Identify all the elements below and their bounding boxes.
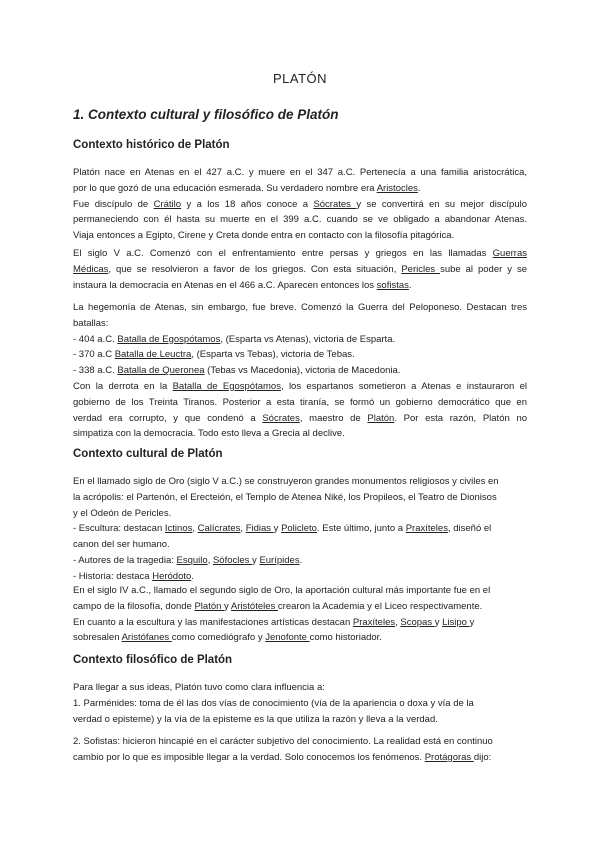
link-guerras-medicas[interactable]: Guerras bbox=[492, 248, 527, 259]
link-calicrates[interactable]: Calícrates bbox=[197, 523, 241, 535]
link-pericles[interactable]: Pericles bbox=[401, 263, 441, 275]
paragraph-filosofico-2: 2. Sofistas: hicieron hincapié en el carácter subjetivo del conocimiento. La realidad está en continuo cambio por lo que es imposible llegar a la verdad. Solo conocemos los fenómenos. Protágoras dijo: bbox=[73, 736, 493, 763]
link-cratilo[interactable]: Crátilo bbox=[153, 198, 182, 210]
link-lisipo[interactable]: Lisipo bbox=[442, 616, 470, 628]
link-platon-2[interactable]: Platón bbox=[194, 600, 225, 612]
link-aristoteles[interactable]: Aristóteles bbox=[230, 600, 278, 612]
section-heading-contexto: 1. Contexto cultural y filosófico de Platón bbox=[73, 107, 339, 122]
paragraph-filosofico-1: Para llegar a sus ideas, Platón tuvo como clara influencia a: 1. Parménides: toma de él las dos vías de conocimiento (vía de la apariencia o doxa y vía de la verdad o episteme) y la vía de la episteme es la que utiliza la razón y lleva a la verdad. bbox=[73, 682, 474, 725]
document-title: PLATÓN bbox=[272, 71, 328, 86]
link-policleto[interactable]: Policleto bbox=[281, 523, 317, 535]
link-aristofanes[interactable]: Aristófanes bbox=[121, 632, 172, 644]
link-batalla-leuctra[interactable]: Batalla de Leuctra bbox=[114, 349, 192, 361]
paragraph-historico-1: Platón nace en Atenas en el 427 a.C. y muere en el 347 a.C. Pertenecía a una familia aristocrática, por lo que gozó de una educación esmerada. Su verdadero nombre era Aristocles. Fue discípulo de Crátilo y a los 18 años conoce a Sócrates y se convertirá en su mejor discípulo permaneciendo con él hasta su muerte en el 399 a.C. cuando se ve obligado a abandonar Atenas. Viaja entonces a Egipto, Cirene y Creta donde entra en contacto con la filosofía pitagórica. bbox=[73, 167, 527, 242]
link-socrates[interactable]: Sócrates bbox=[313, 198, 357, 210]
paragraph-cultural-1: En el llamado siglo de Oro (siglo V a.C.) se construyeron grandes monumentos religiosos y civiles en la acrópolis: el Partenón, el Erecteión, el Templo de Atenea Niké, los Propileos, el Teatro de Dionisos y el Odeón de Pericles. - Escultura: destacan Ictinos, Calícrates, Fidias y Policleto. Este último, junto a Praxíteles, diseñó el canon del ser humano. - Autores de la tragedia: Esquilo, Sófocles y Eurípides. - Historia: destaca Heródoto. bbox=[73, 476, 499, 582]
link-aristocles[interactable]: Aristocles bbox=[376, 182, 418, 194]
link-herodoto[interactable]: Heródoto bbox=[152, 570, 192, 582]
link-euripides[interactable]: Eurípides bbox=[259, 554, 300, 566]
link-batalla-egospotamos[interactable]: Batalla de Egospótamos bbox=[117, 333, 221, 345]
link-praxiteles-2[interactable]: Praxíteles bbox=[352, 616, 396, 628]
link-esquilo[interactable]: Esquilo bbox=[176, 554, 208, 566]
link-medicas[interactable]: Médicas bbox=[73, 263, 109, 275]
paragraph-historico-2: El siglo V a.C. Comenzó con el enfrentamiento entre persas y griegos en las llamadas Guerras Médicas, que se resolvieron a favor de los griegos. Con esta situación, Pericles sube al poder y se instaura la democracia en Atenas en el 466 a.C. Aparecen entonces los sofistas. bbox=[73, 248, 527, 291]
link-ictinos[interactable]: Ictinos bbox=[164, 523, 193, 535]
paragraph-historico-3: La hegemonía de Atenas, sin embargo, fue breve. Comenzó la Guerra del Peloponeso. Destacan tres batallas: - 404 a.C. Batalla de Egospótamos, (Esparta vs Atenas), victoria de Esparta. - 370 a.C Batalla de Leuctra, (Esparta vs Tebas), victoria de Tebas. - 338 a.C. Batalla de Queronea (Tebas vs Macedonia), victoria de Macedonia. bbox=[73, 302, 527, 377]
link-platon[interactable]: Platón bbox=[367, 412, 395, 424]
link-batalla-egospotamos-2[interactable]: Batalla de Egospótamos bbox=[172, 381, 281, 392]
heading-contexto-cultural: Contexto cultural de Platón bbox=[73, 448, 223, 460]
link-scopas[interactable]: Scopas bbox=[400, 616, 435, 628]
link-sofocles[interactable]: Sófocles bbox=[212, 554, 253, 566]
link-protagoras[interactable]: Protágoras bbox=[424, 751, 474, 763]
link-praxiteles[interactable]: Praxíteles bbox=[405, 523, 448, 535]
heading-contexto-filosofico: Contexto filosófico de Platón bbox=[73, 654, 233, 666]
paragraph-cultural-2: En el siglo IV a.C., llamado el segundo siglo de Oro, la aportación cultural más importante fue en el campo de la filosofía, donde Platón y Aristóteles crearon la Academia y el Liceo respectivamente. En cuanto a la escultura y las manifestaciones artísticas destacan Praxíteles, Scopas y Lisipo y sobresalen Aristófanes como comediógrafo y Jenofonte como historiador. bbox=[73, 585, 491, 644]
paragraph-historico-4: Con la derrota en la Batalla de Egospótamos, los espartanos sometieron a Atenas e instauraron el gobierno de los Treinta Tiranos. Posterior a esta tiranía, se formó un gobierno democrático que en verdad era corrupto, y que condenó a Sócrates, maestro de Platón. Por esta razón, Platón no simpatiza con la democracia. Todo esto lleva a Grecia al declive. bbox=[73, 381, 528, 440]
link-batalla-queronea[interactable]: Batalla de Queronea bbox=[117, 365, 205, 377]
link-jenofonte[interactable]: Jenofonte bbox=[265, 632, 310, 644]
link-sofistas[interactable]: sofistas bbox=[376, 279, 409, 291]
heading-contexto-historico: Contexto histórico de Platón bbox=[73, 139, 230, 151]
link-fidias[interactable]: Fidias bbox=[245, 523, 274, 535]
link-socrates-2[interactable]: Sócrates bbox=[262, 412, 300, 424]
